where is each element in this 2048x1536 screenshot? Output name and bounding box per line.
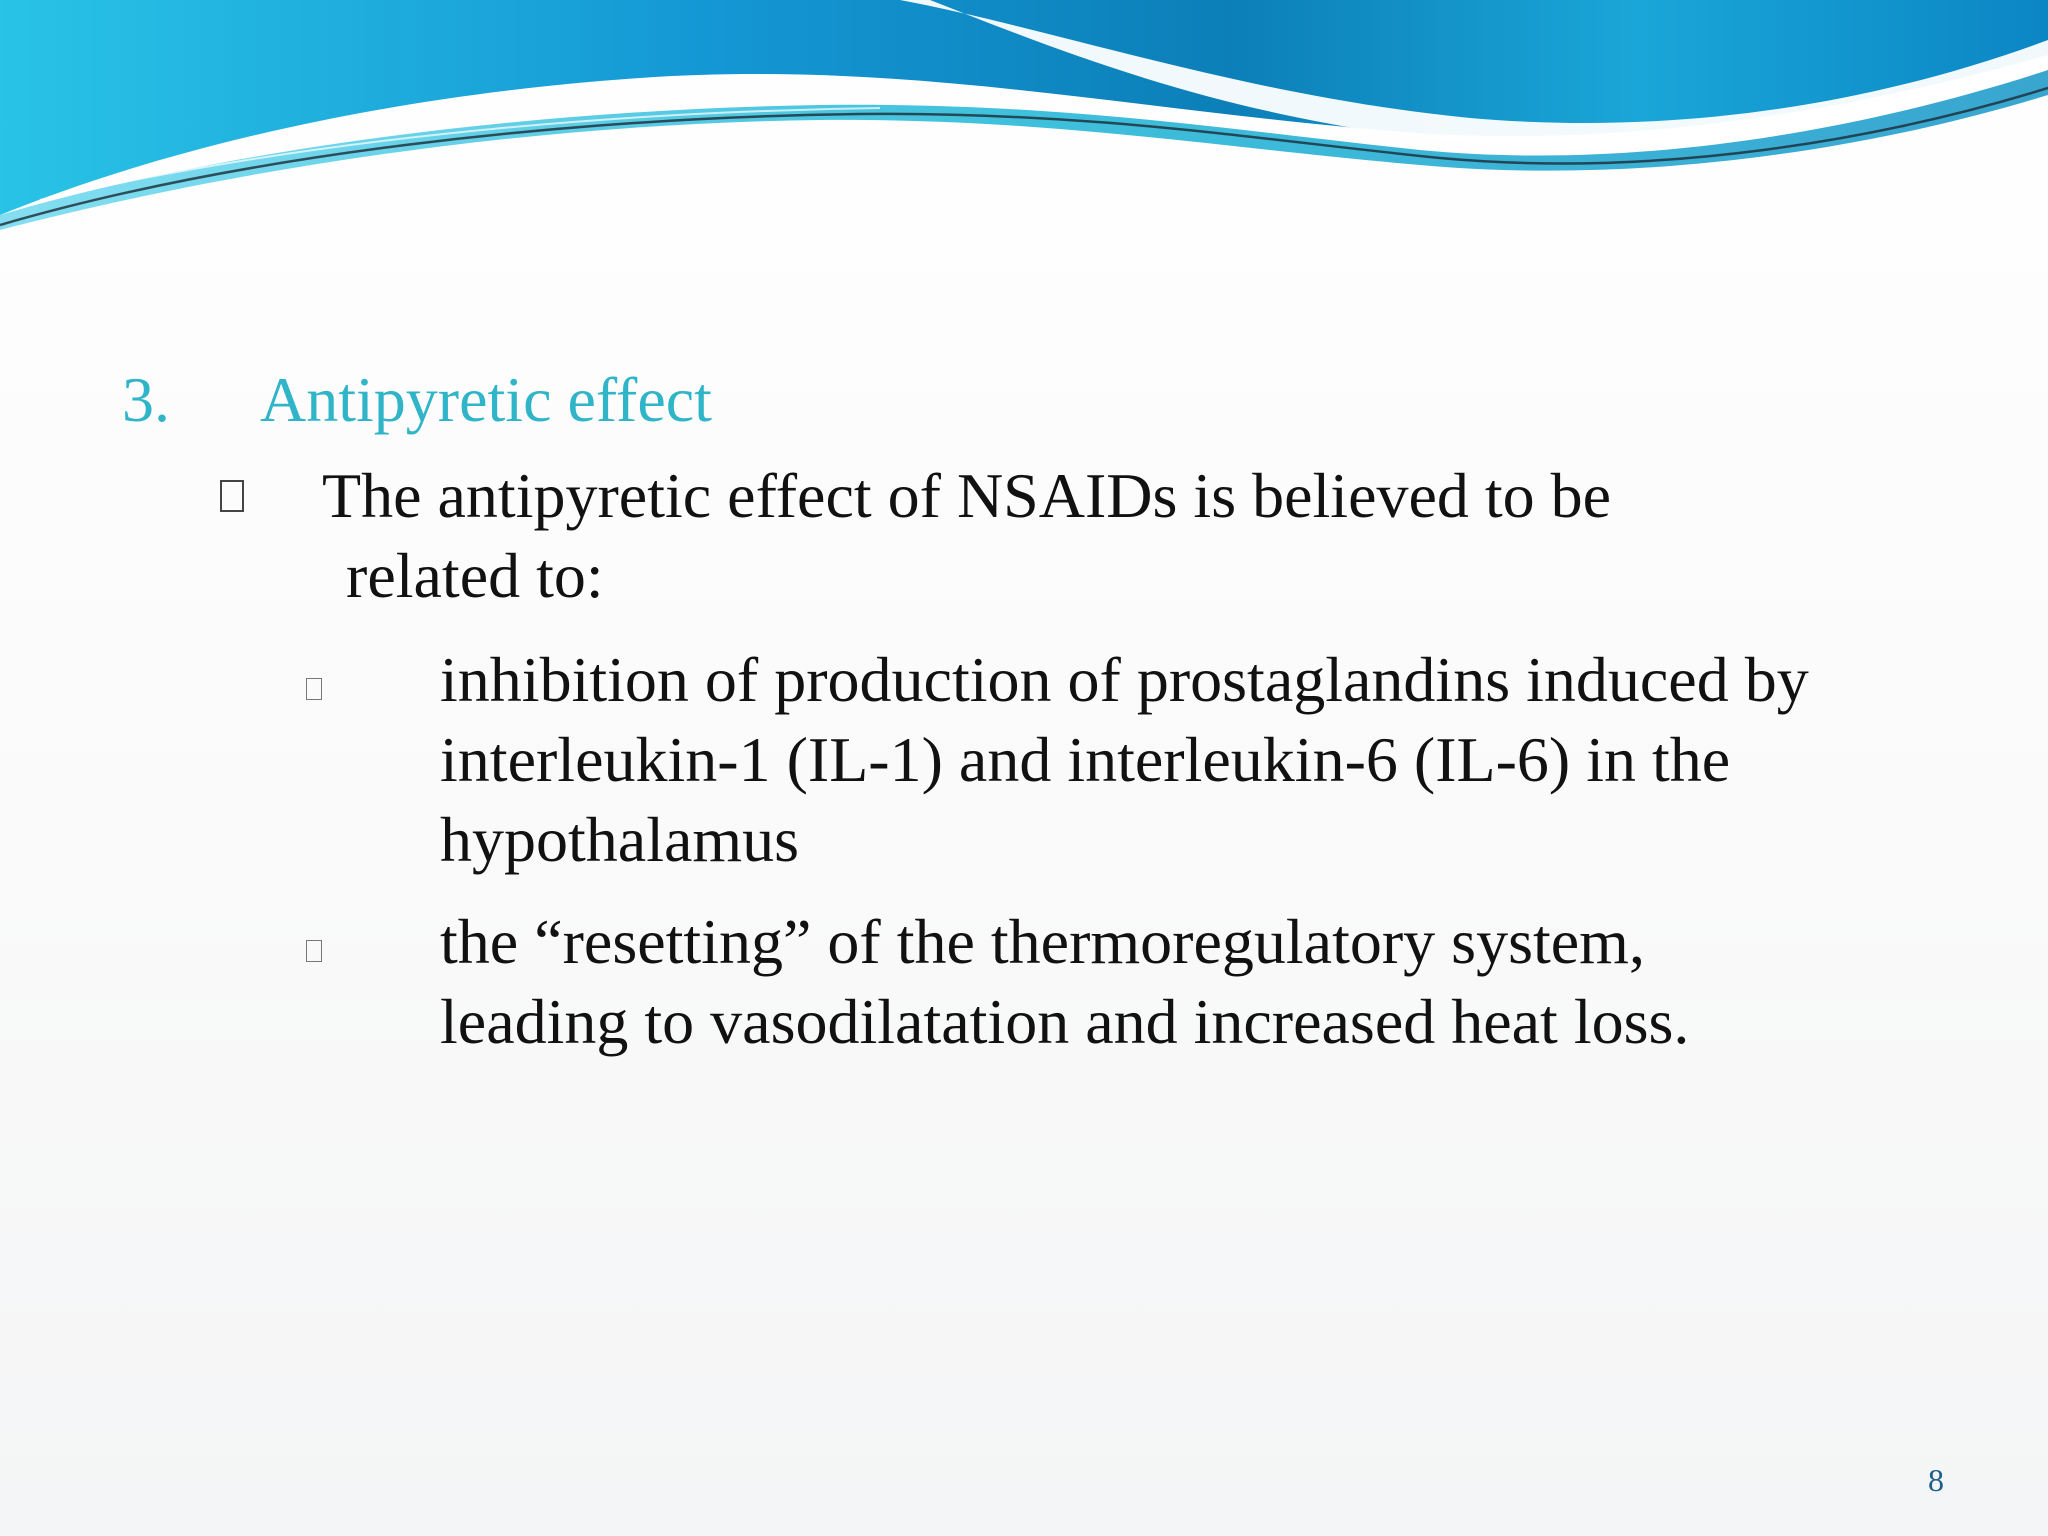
- small-square-bullet-icon: [306, 940, 322, 962]
- sub-bullet-1-line-3: hypothalamus: [440, 804, 800, 875]
- sub-bullet-2-line-1: the “resetting” of the thermoregulatory system,: [440, 906, 1645, 977]
- section-heading: [122, 362, 712, 438]
- main-bullet-line-1: The antipyretic effect of NSAIDs is believed to be: [322, 460, 1612, 531]
- page-number: 8: [1928, 1462, 1944, 1498]
- sub-bullet-1-text: [440, 640, 2000, 880]
- heading-number: 3.: [122, 364, 170, 435]
- header-swoosh-decoration: [0, 0, 2048, 240]
- sub-bullet-2-line-2: leading to vasodilatation and increased heat loss.: [440, 986, 1690, 1057]
- square-bullet-icon: [220, 480, 244, 512]
- main-bullet-text: [322, 456, 1822, 616]
- sub-bullet-1-line-2: interleukin-1 (IL-1) and interleukin-6 (IL-6) in the: [440, 724, 1731, 795]
- heading-title: Antipyretic effect: [260, 364, 712, 435]
- small-square-bullet-icon: [306, 678, 322, 700]
- sub-bullet-2-text: [440, 902, 2000, 1062]
- sub-bullet-1-line-1: inhibition of production of prostaglandins induced by: [440, 644, 1809, 715]
- main-bullet-line-2: related to:: [346, 540, 604, 611]
